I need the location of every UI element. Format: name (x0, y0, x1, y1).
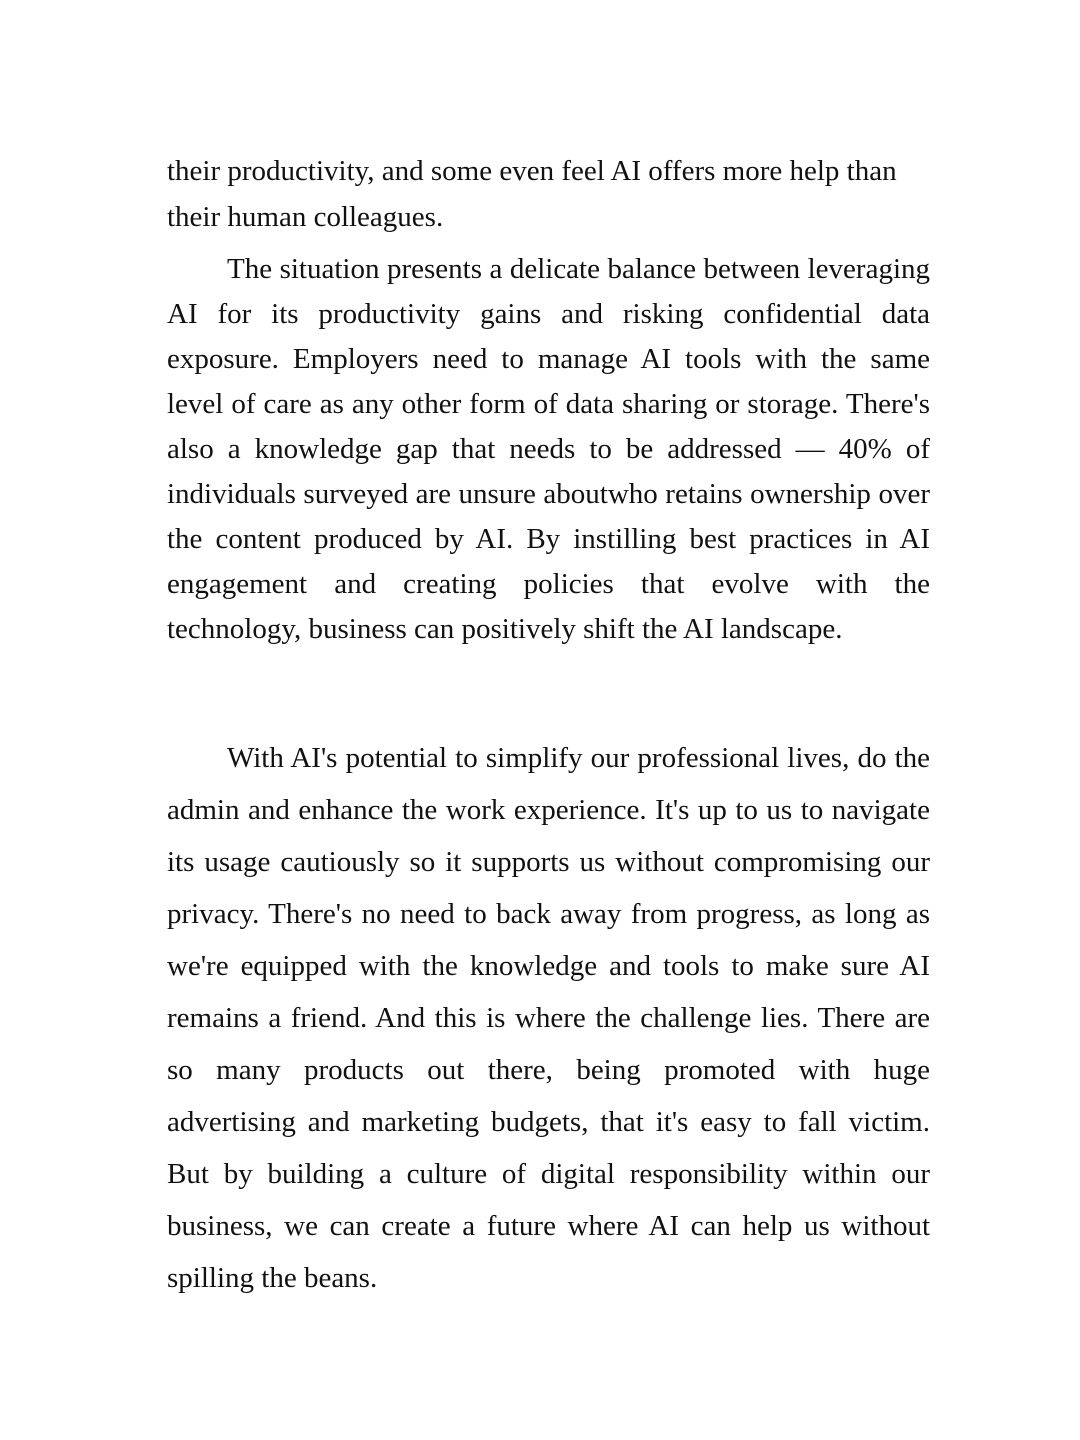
paragraph-ai-conclusion: With AI's potential to simplify our professional lives, do the admin and enhance the work experience. It's up to us to navigate its usage cautiously so it supports us without compromising our privacy. There's no need to back away from progress, as long as we're equipped with the knowledge and tools to make sure AI remains a friend. And this is where the challenge lies. There are so many products out there, being promoted with huge advertising and marketing budgets, that it's easy to fall victim. But by building a culture of digital responsibility within our business, we can create a future where AI can help us without spilling the beans. (167, 742, 930, 1294)
paragraph-continuation: their productivity, and some even feel AI offers more help than their human colleagues. (167, 155, 897, 233)
paragraph-ai-balance: The situation presents a delicate balance between leveraging AI for its productivity gains and risking confidential data exposure. Employers need to manage AI tools with the same level of care as any other form of data sharing or storage. There's also a knowledge gap that needs to be addressed — 40% of individuals surveyed are unsure aboutwho retains ownership over the content produced by AI. By instilling best practices in AI engagement and creating policies that evolve with the technology, business can positively shift the AI landscape. (167, 253, 930, 645)
